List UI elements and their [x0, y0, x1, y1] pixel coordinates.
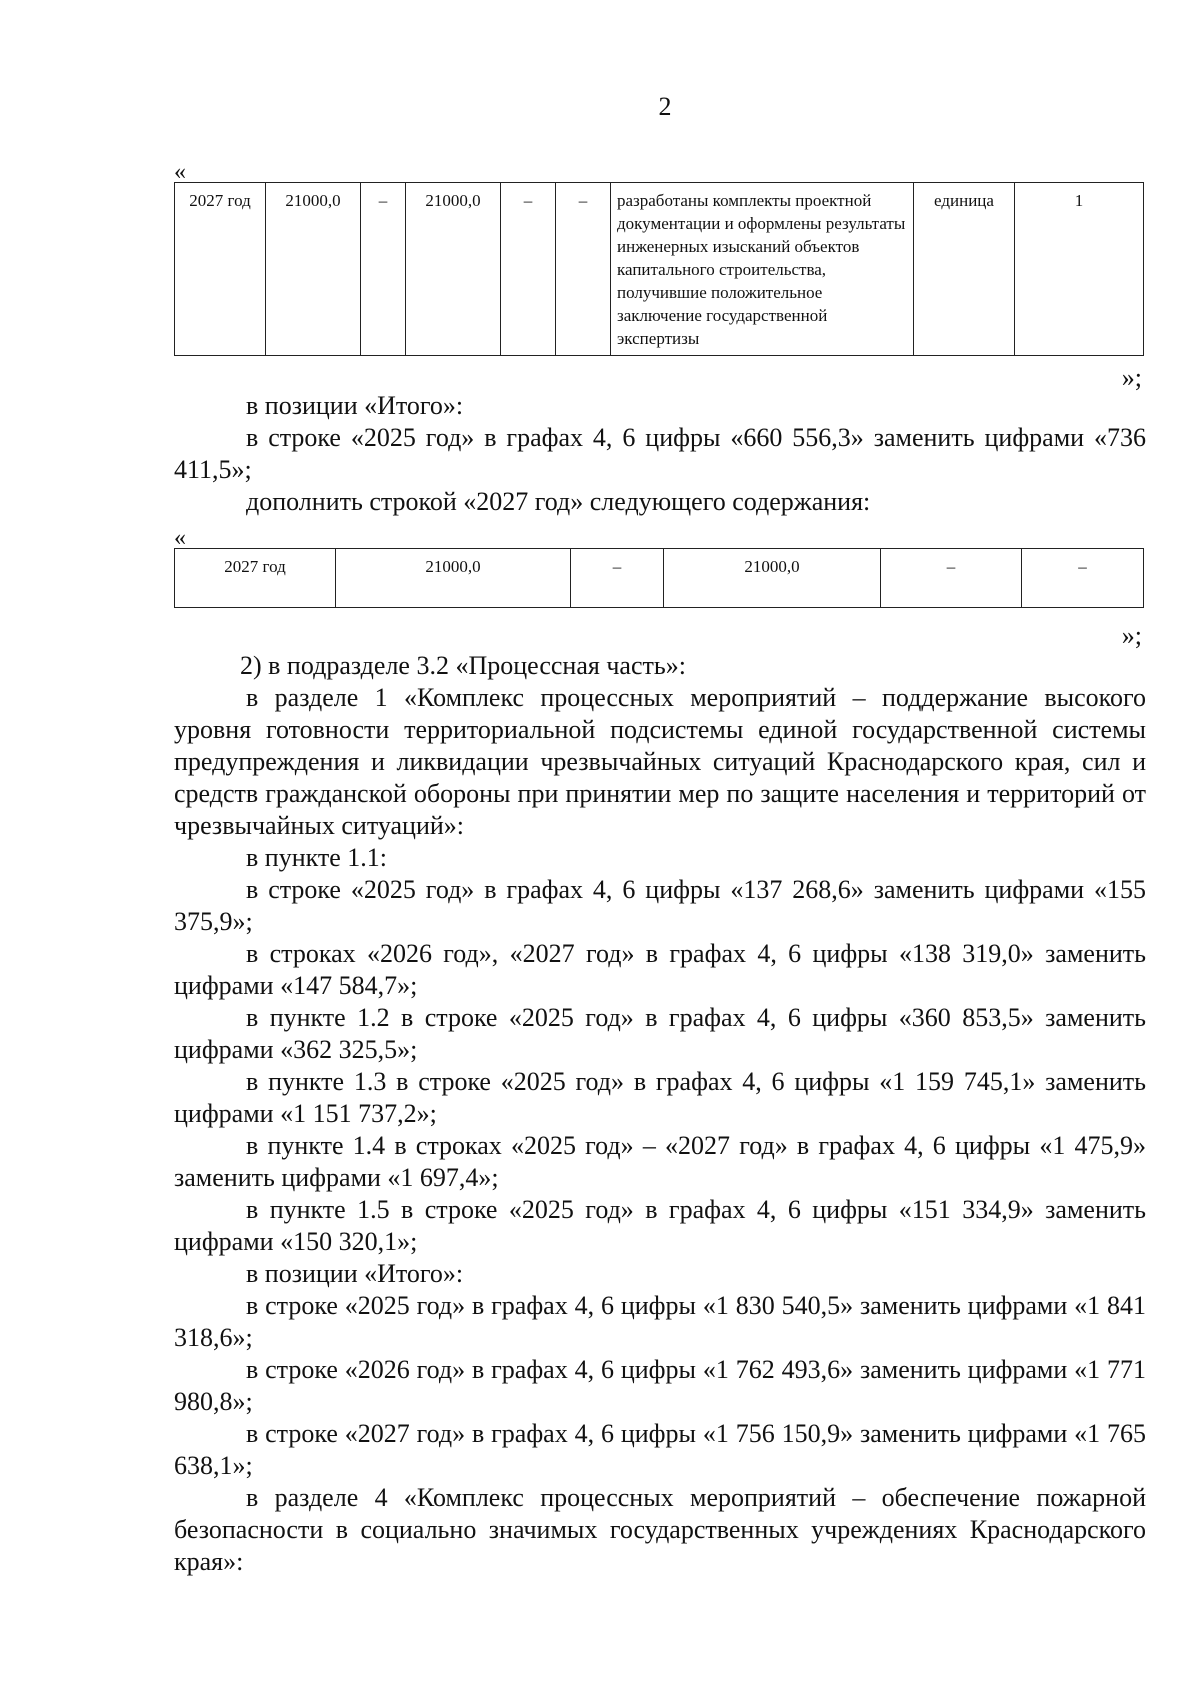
opening-quote-2: « — [174, 525, 186, 551]
paragraph: в пункте 1.5 в строке «2025 год» в графах 4, 6 цифры «151 334,9» заменить цифрами «150 320,1»; — [174, 1195, 1146, 1256]
paragraph: в разделе 4 «Комплекс процессных мероприятий – обеспечение пожарной безопасности в социально значимых государственных учреждениях Краснодарского края»: — [174, 1483, 1146, 1576]
cell-year: 2027 год — [175, 183, 266, 356]
cell-total: 21000,0 — [266, 183, 361, 356]
cell-value: 1 — [1015, 183, 1144, 356]
cell-dash: – — [361, 183, 406, 356]
cell-year: 2027 год — [175, 549, 336, 608]
cell-unit: единица — [914, 183, 1015, 356]
paragraph: в позиции «Итого»: — [246, 1259, 464, 1288]
cell-total: 21000,0 — [336, 549, 571, 608]
cell-regional: 21000,0 — [406, 183, 501, 356]
cell-regional: 21000,0 — [664, 549, 881, 608]
paragraph: в строке «2027 год» в графах 4, 6 цифры «1 756 150,9» заменить цифрами «1 765 638,1»; — [174, 1419, 1146, 1480]
table-2027-row-results — [174, 182, 1144, 356]
section-b-text — [174, 650, 1146, 1578]
paragraph: в пункте 1.3 в строке «2025 год» в графах 4, 6 цифры «1 159 745,1» заменить цифрами «1 151 737,2»; — [174, 1067, 1146, 1128]
table-2027-row-totals — [174, 548, 1144, 608]
paragraph: дополнить строкой «2027 год» следующего содержания: — [246, 487, 871, 516]
opening-quote-1: « — [174, 159, 186, 185]
paragraph: в разделе 1 «Комплекс процессных мероприятий – поддержание высокого уровня готовности территориальной подсистемы единой государственной системы предупреждения и ликвидации чрезвычайных ситуаций Краснодарского края, сил и средств гражданской обороны при принятии мер по защите населения и территорий от чрезвычайных ситуаций»: — [174, 683, 1146, 840]
table-row — [175, 549, 1144, 608]
section-a-text — [174, 390, 1146, 518]
cell-result: разработаны комплекты проектной документации и оформлены результаты инженерных изысканий объектов капитального строительства, получившие положительное заключение государственной экспертизы — [611, 183, 914, 356]
cell-dash: – — [556, 183, 611, 356]
paragraph: в строке «2026 год» в графах 4, 6 цифры «1 762 493,6» заменить цифрами «1 771 980,8»; — [174, 1355, 1146, 1416]
paragraph: в строке «2025 год» в графах 4, 6 цифры «1 830 540,5» заменить цифрами «1 841 318,6»; — [174, 1291, 1146, 1352]
page-number: 2 — [658, 92, 672, 121]
paragraph: 2) в подразделе 3.2 «Процессная часть»: — [240, 651, 686, 680]
closing-quote-2: »; — [1121, 621, 1142, 650]
paragraph: в строке «2025 год» в графах 4, 6 цифры «137 268,6» заменить цифрами «155 375,9»; — [174, 875, 1146, 936]
paragraph: в позиции «Итого»: — [246, 391, 464, 420]
paragraph: в пункте 1.4 в строках «2025 год» – «2027 год» в графах 4, 6 цифры «1 475,9» заменить цифрами «1 697,4»; — [174, 1131, 1146, 1192]
closing-quote-1: »; — [1121, 363, 1142, 392]
cell-dash: – — [1022, 549, 1144, 608]
cell-dash: – — [501, 183, 556, 356]
cell-dash: – — [571, 549, 664, 608]
paragraph: в строках «2026 год», «2027 год» в графах 4, 6 цифры «138 319,0» заменить цифрами «147 584,7»; — [174, 939, 1146, 1000]
table-row — [175, 183, 1144, 356]
paragraph: в пункте 1.1: — [246, 843, 388, 872]
cell-dash: – — [881, 549, 1022, 608]
paragraph: в пункте 1.2 в строке «2025 год» в графах 4, 6 цифры «360 853,5» заменить цифрами «362 325,5»; — [174, 1003, 1146, 1064]
paragraph: в строке «2025 год» в графах 4, 6 цифры «660 556,3» заменить цифрами «736 411,5»; — [174, 423, 1146, 484]
